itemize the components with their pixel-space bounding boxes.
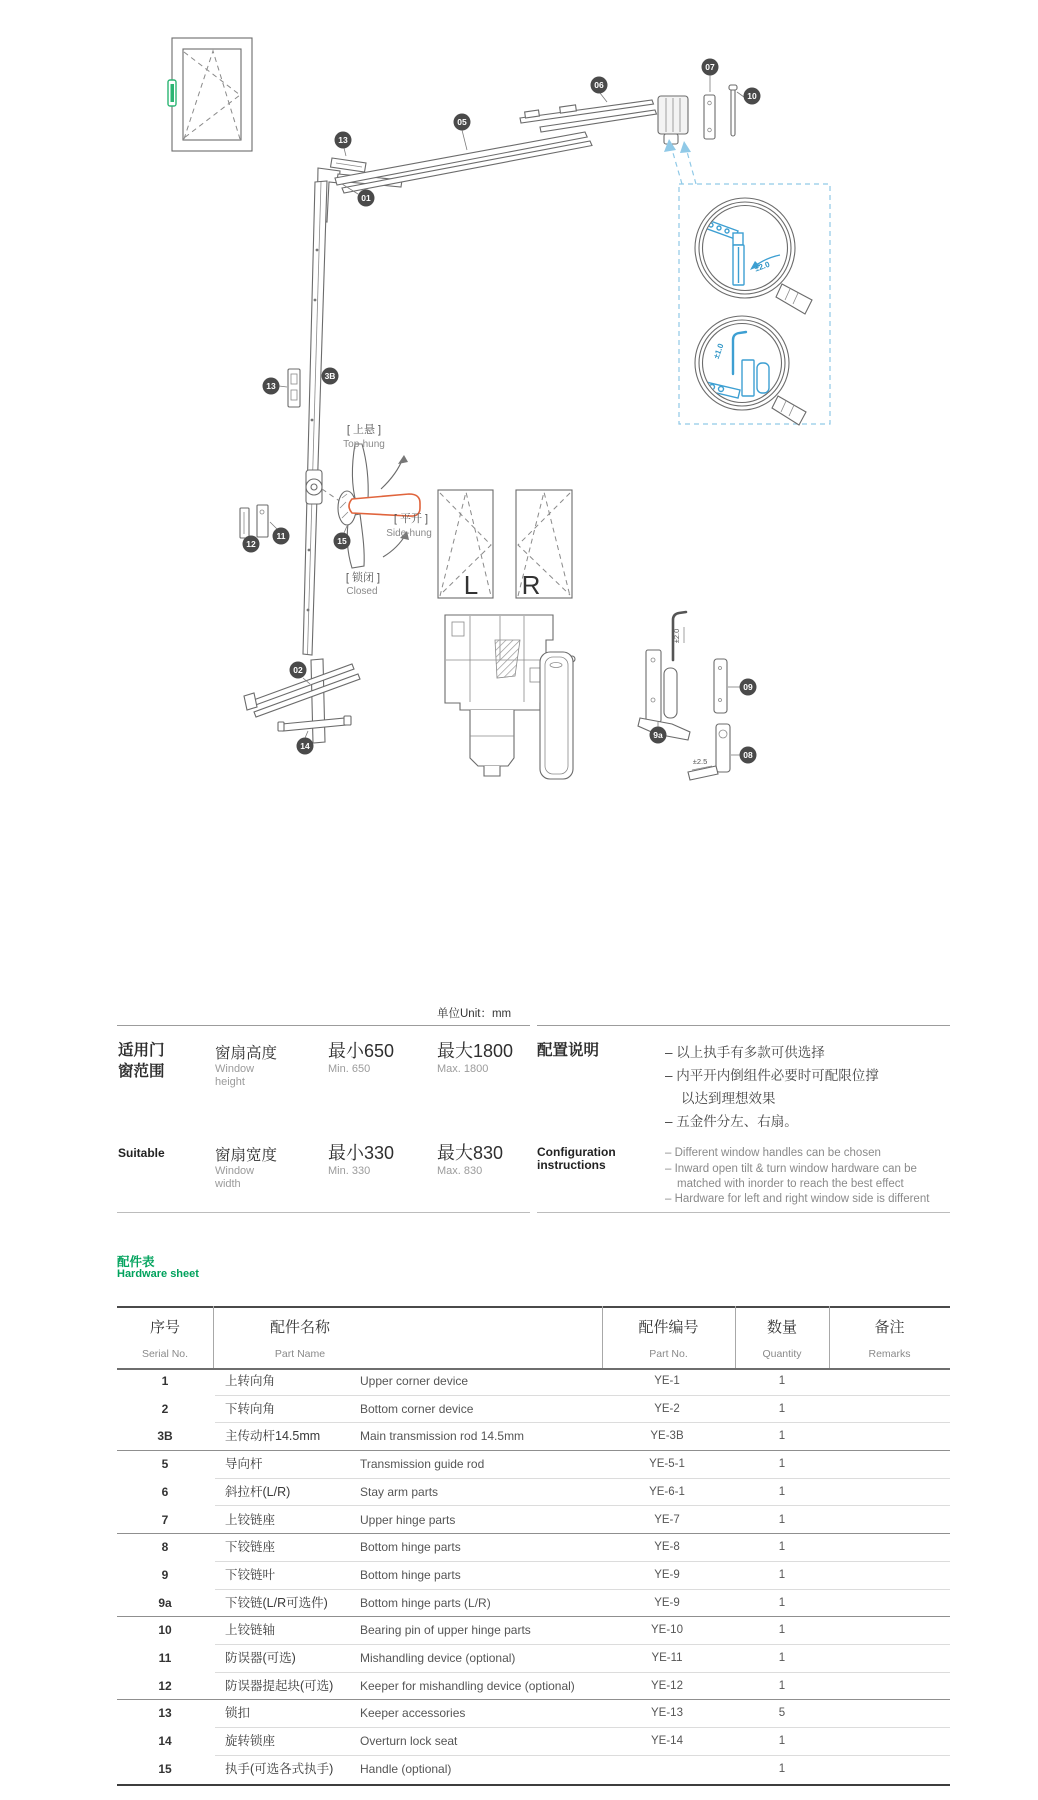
svg-text:07: 07 (705, 62, 715, 72)
header-qty-en: Quantity (762, 1348, 802, 1360)
config-note-cn: – 五金件分左、右扇。 (665, 1114, 798, 1129)
side-hung-label-en: Side-hung (386, 528, 432, 539)
table-row: 7 上铰链座 Upper hinge parts YE-7 1 (117, 1507, 950, 1535)
table-row: 5 导向杆 Transmission guide rod YE-5-1 1 (117, 1451, 950, 1479)
svg-text:10: 10 (747, 91, 757, 101)
magnifier-bottom-icon (695, 316, 806, 425)
window-schematic-icon (168, 38, 252, 151)
table-row: 13 锁扣 Keeper accessories YE-13 5 (117, 1700, 950, 1728)
closed-label-en: Closed (346, 586, 378, 597)
table-row: 2 下转向角 Bottom corner device YE-2 1 (117, 1396, 950, 1424)
svg-text:05: 05 (457, 117, 467, 127)
tolerance-label: ±2.0 (672, 628, 681, 644)
table-row: 1 上转向角 Upper corner device YE-1 1 (117, 1368, 950, 1396)
svg-text:12: 12 (246, 539, 256, 549)
spec-rule-left (117, 1025, 530, 1026)
table-row: 9a 下铰链(L/R可选件) Bottom hinge parts (L/R) YE-9 1 (117, 1590, 950, 1618)
window-width-label-en: Window width (215, 1165, 255, 1190)
config-note-en: matched with inorder to reach the best effect (677, 1178, 904, 1190)
detail-callout-box (664, 139, 830, 425)
tolerance-label: ±2.0 (753, 259, 771, 274)
gearbox-part (306, 470, 341, 504)
config-note-cn: – 以上执手有多款可供选择 (665, 1045, 825, 1060)
config-note-en: – Different window handles can be chosen (665, 1147, 881, 1159)
part-bubble (263, 378, 280, 395)
table-row: 12 防误器提起块(可选) Keeper for mishandling device (optional) YE-12 1 (117, 1673, 950, 1701)
config-note-en: – Hardware for left and right window side is different (665, 1193, 930, 1205)
part-bubble (591, 77, 608, 94)
part-bubble (334, 533, 351, 550)
part-bubble (243, 536, 260, 553)
hardware-table (117, 1306, 950, 1788)
header-serial-en: Serial No. (141, 1348, 189, 1360)
window-height-label-en: Window height (215, 1063, 255, 1088)
part-bubble (290, 662, 307, 679)
part-bubble (297, 738, 314, 755)
table-row: 8 下铰链座 Bottom hinge parts YE-8 1 (117, 1534, 950, 1562)
svg-text:9a: 9a (653, 730, 663, 740)
part-bubble (650, 727, 667, 744)
table-row: 3B 主传动杆14.5mm Main transmission rod 14.5mm YE-3B 1 (117, 1423, 950, 1451)
table-bottom-rule (117, 1784, 950, 1787)
hardware-sheet-title-cn: 配件表 (117, 1255, 155, 1269)
hardware-sheet-title-en: Hardware sheet (117, 1268, 199, 1280)
header-partno-en: Part No. (649, 1348, 688, 1360)
width-min-value: 最小330 (328, 1143, 395, 1163)
spec-bottom-rule-left (117, 1212, 530, 1213)
header-name-en: Part Name (274, 1348, 326, 1360)
svg-text:13: 13 (266, 381, 276, 391)
exploded-diagram (0, 0, 1038, 880)
config-note-cn: 以达到理想效果 (681, 1091, 776, 1106)
part-bubble (702, 59, 719, 76)
part-bubble (322, 368, 339, 385)
height-min-value-en: Min. 650 (328, 1063, 371, 1075)
table-top-rule (117, 1306, 950, 1308)
side-hung-label-cn: [ 平开 ] (393, 513, 429, 525)
config-label-en: Configuration instructions (537, 1145, 616, 1172)
right-window-letter: R (521, 570, 541, 600)
window-height-label-cn: 窗扇高度 (215, 1045, 278, 1062)
width-max-value-en: Max. 830 (437, 1165, 483, 1177)
right-window-schematic (516, 490, 572, 600)
table-row: 11 防误器(可选) Mishandling device (optional) YE-11 1 (117, 1645, 950, 1673)
header-qty-cn: 数量 (766, 1319, 797, 1336)
part-bubble (358, 190, 375, 207)
width-min-value-en: Min. 330 (328, 1165, 371, 1177)
width-max-value: 最大830 (437, 1143, 504, 1163)
part-bubble (273, 528, 290, 545)
tolerance-label: ±2.5 (692, 757, 708, 766)
height-max-value-en: Max. 1800 (437, 1063, 489, 1075)
range-label-cn: 适用门 窗范围 (118, 1042, 165, 1080)
header-name-cn: 配件名称 (269, 1319, 330, 1336)
part-bubble (740, 679, 757, 696)
mishandling-parts (240, 505, 268, 538)
main-transmission-rod (303, 181, 327, 655)
svg-text:3B: 3B (324, 371, 336, 381)
table-row: 15 执手(可选各式执手) Handle (optional) 1 (158, 1761, 786, 1776)
svg-text:02: 02 (293, 665, 303, 675)
part-bubble (744, 88, 761, 105)
height-min-value: 最小650 (328, 1041, 395, 1061)
table-row: 9 下铰链叶 Bottom hinge parts YE-9 1 (117, 1562, 950, 1590)
svg-text:06: 06 (594, 80, 604, 90)
spec-rule-right (537, 1025, 950, 1026)
svg-text:15: 15 (337, 536, 347, 546)
bottom-hinge-parts (540, 612, 730, 780)
keeper-part (288, 369, 300, 407)
handle-rotation-diagram (338, 422, 432, 597)
table-row: 6 斜拉杆(L/R) Stay arm parts YE-6-1 1 (117, 1479, 950, 1507)
left-window-letter: L (463, 570, 479, 600)
window-width-label-cn: 窗扇宽度 (215, 1147, 278, 1164)
svg-text:11: 11 (276, 531, 286, 541)
svg-text:09: 09 (743, 682, 753, 692)
top-hung-label-cn: [ 上悬 ] (346, 424, 382, 436)
top-assembly-parts (317, 85, 737, 222)
part-bubble (740, 747, 757, 764)
height-max-value: 最大1800 (437, 1041, 514, 1061)
svg-text:01: 01 (361, 193, 371, 203)
svg-text:08: 08 (743, 750, 753, 760)
magnifier-top-icon (695, 198, 812, 314)
header-serial-cn: 序号 (149, 1319, 180, 1336)
config-label-cn: 配置说明 (537, 1042, 600, 1059)
header-remarks-cn: 备注 (874, 1319, 905, 1336)
left-window-schematic (438, 490, 493, 600)
header-remarks-en: Remarks (868, 1348, 911, 1360)
svg-text:14: 14 (300, 741, 310, 751)
part-bubble (335, 132, 352, 149)
spec-bottom-rule-right (537, 1212, 950, 1213)
table-row: 14 旋转锁座 Overturn lock seat YE-14 1 (117, 1728, 950, 1756)
tolerance-label: ±1.0 (711, 342, 726, 360)
range-label-en: Suitable (118, 1146, 165, 1160)
config-note-en: – Inward open tilt & turn window hardware can be (665, 1163, 917, 1175)
table-row: 10 上铰链轴 Bearing pin of upper hinge parts YE-10 1 (117, 1617, 950, 1645)
header-partno-cn: 配件编号 (638, 1319, 699, 1336)
unit-note: 单位Unit：mm (437, 1008, 512, 1020)
part-bubble (454, 114, 471, 131)
svg-text:13: 13 (338, 135, 348, 145)
config-note-cn: – 内平开内倒组件必要时可配限位撑 (665, 1068, 879, 1083)
top-hung-label-en: Top-hung (343, 439, 385, 450)
closed-label-cn: [ 锁闭 ] (345, 572, 381, 584)
